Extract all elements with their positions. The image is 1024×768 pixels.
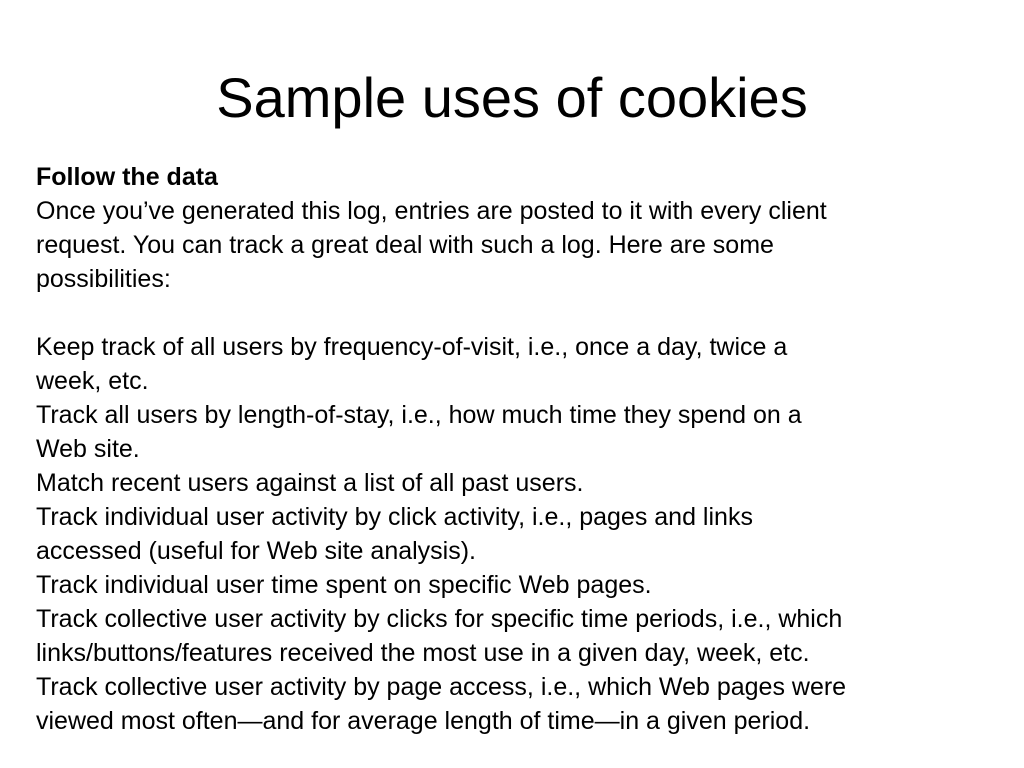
item-line: Track collective user activity by clicks for specific time periods, i.e., which bbox=[36, 605, 843, 633]
intro-line: possibilities: bbox=[36, 265, 171, 293]
item-line: links/buttons/features received the most use in a given day, week, etc. bbox=[36, 639, 810, 667]
item-line: Track individual user activity by click activity, i.e., pages and links bbox=[36, 503, 753, 531]
item-line: Web site. bbox=[36, 435, 140, 463]
section-heading: Follow the data bbox=[36, 163, 218, 191]
paragraph-gap bbox=[36, 296, 996, 330]
item-line: Match recent users against a list of all past users. bbox=[36, 469, 584, 497]
slide-body bbox=[36, 160, 996, 738]
item-line: week, etc. bbox=[36, 367, 149, 395]
item-line: Track collective user activity by page access, i.e., which Web pages were bbox=[36, 673, 847, 701]
item-line: Keep track of all users by frequency-of-visit, i.e., once a day, twice a bbox=[36, 333, 788, 361]
item-line: Track all users by length-of-stay, i.e., how much time they spend on a bbox=[36, 401, 802, 429]
item-line: accessed (useful for Web site analysis). bbox=[36, 537, 477, 565]
item-line: Track individual user time spent on specific Web pages. bbox=[36, 571, 652, 599]
intro-line: Once you’ve generated this log, entries are posted to it with every client bbox=[36, 197, 827, 225]
item-line: viewed most often—and for average length of time—in a given period. bbox=[36, 707, 811, 735]
slide-title: Sample uses of cookies bbox=[216, 66, 808, 129]
intro-line: request. You can track a great deal with such a log. Here are some bbox=[36, 231, 774, 259]
